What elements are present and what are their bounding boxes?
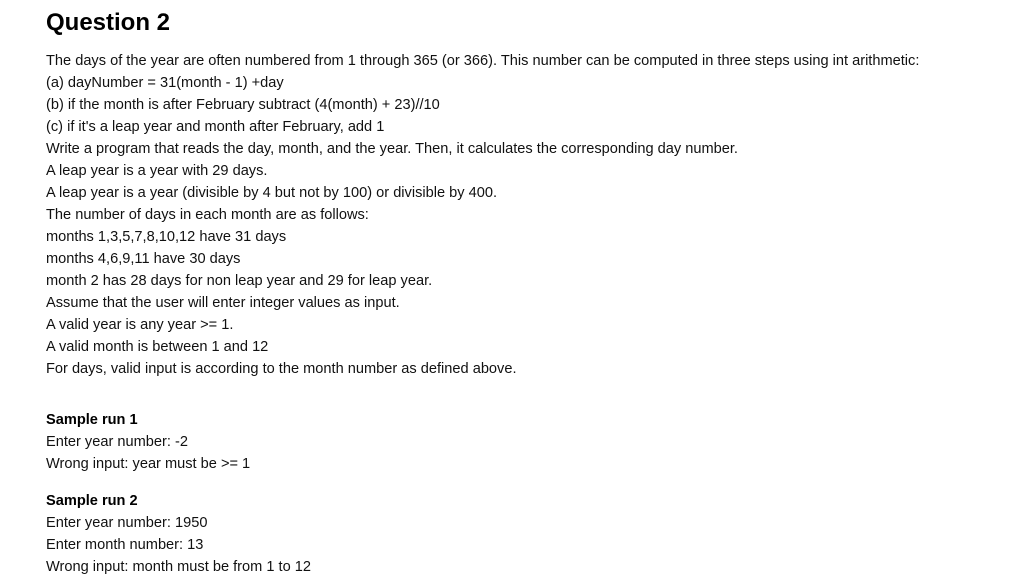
question-line: A valid month is between 1 and 12 xyxy=(46,339,269,355)
question-line: Write a program that reads the day, month, and the year. Then, it calculates the corresponding day number. xyxy=(46,141,738,157)
sample-run-line: Enter month number: 13 xyxy=(46,537,204,553)
question-line: Assume that the user will enter integer values as input. xyxy=(46,295,400,311)
sample-run-title: Sample run 2 xyxy=(46,493,138,509)
question-line: A leap year is a year (divisible by 4 but not by 100) or divisible by 400. xyxy=(46,185,498,201)
question-line: months 1,3,5,7,8,10,12 have 31 days xyxy=(46,229,287,245)
question-line: (b) if the month is after February subtract (4(month) + 23)//10 xyxy=(46,97,440,113)
question-line: (c) if it's a leap year and month after February, add 1 xyxy=(46,119,385,135)
sample-run-line: Enter year number: 1950 xyxy=(46,515,208,531)
sample-run-1 xyxy=(46,409,646,475)
sample-run-line: Wrong input: month must be from 1 to 12 xyxy=(46,559,311,575)
question-line: months 4,6,9,11 have 30 days xyxy=(46,251,241,267)
question-body xyxy=(46,50,1016,380)
question-title: Question 2 xyxy=(46,9,171,36)
question-line: A leap year is a year with 29 days. xyxy=(46,163,268,179)
sample-run-2 xyxy=(46,490,646,578)
question-line: month 2 has 28 days for non leap year and 29 for leap year. xyxy=(46,273,433,289)
question-line: The number of days in each month are as follows: xyxy=(46,207,369,223)
sample-run-line: Enter year number: -2 xyxy=(46,434,188,450)
sample-run-line: Wrong input: year must be >= 1 xyxy=(46,456,251,472)
sample-run-title: Sample run 1 xyxy=(46,412,138,428)
question-line: A valid year is any year >= 1. xyxy=(46,317,234,333)
question-line: For days, valid input is according to the month number as defined above. xyxy=(46,361,517,377)
question-line: The days of the year are often numbered from 1 through 365 (or 366). This number can be computed in three steps using int arithmetic: xyxy=(46,53,920,69)
question-line: (a) dayNumber = 31(month - 1) +day xyxy=(46,75,284,91)
